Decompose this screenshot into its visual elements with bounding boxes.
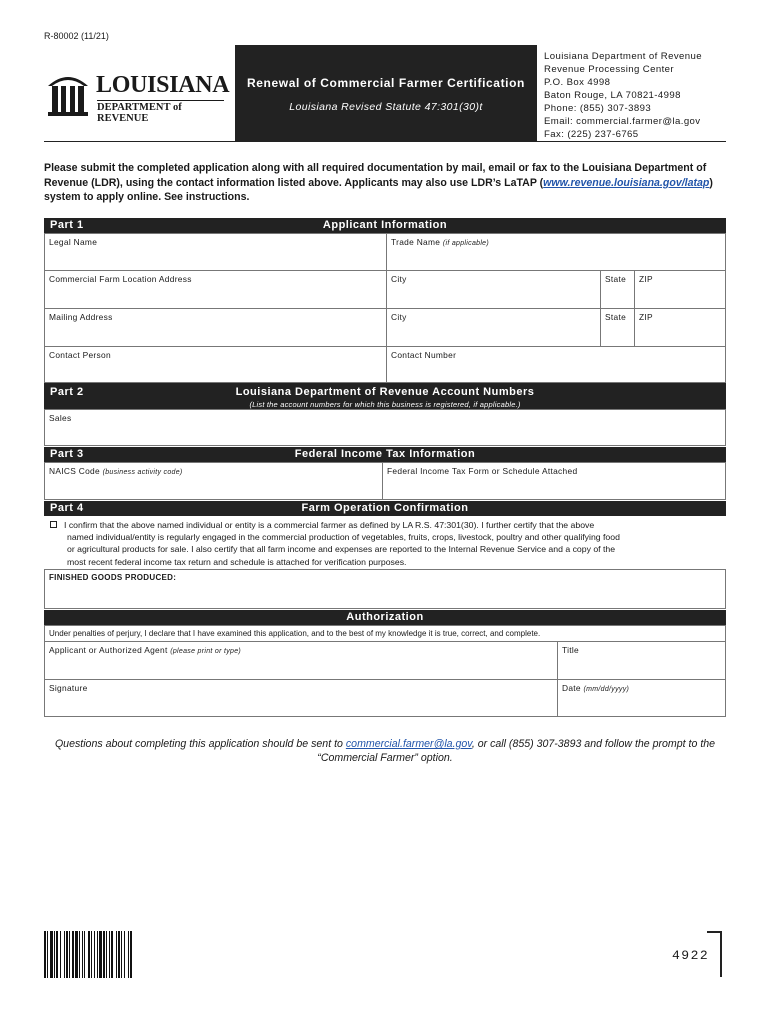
- page-number: 4922: [672, 948, 710, 963]
- zip-label: ZIP: [639, 274, 653, 284]
- farm-confirmation-statement: [50, 519, 720, 568]
- latap-link[interactable]: www.revenue.louisiana.gov/latap: [543, 176, 710, 189]
- finished-goods-field[interactable]: [45, 570, 725, 608]
- contact-line: Baton Rouge, LA 70821-4998: [544, 90, 681, 101]
- part1-label: Part 1: [50, 219, 84, 231]
- sales-account-field[interactable]: [45, 410, 725, 445]
- footnote-text-end: , or call (855) 307-3893 and follow the prompt to the “Commercial Farmer” option.: [317, 738, 716, 764]
- confirm-text-line: named individual/entity is regularly engaged in the commercial production of vegetables, fruits, crops, livestock, poultry and other qualifying food: [67, 532, 620, 543]
- signature-field[interactable]: [45, 680, 557, 716]
- logo-subtitle: DEPARTMENT of REVENUE: [97, 100, 224, 124]
- intro-text: Please submit the completed application along with all required documentation by mail, email or fax to the Louisiana Department of Revenue (LDR), using the contact information listed above. Applicants may also use LDR’s LaTAP (: [44, 162, 707, 189]
- part2-accounts-grid: [44, 409, 726, 446]
- contact-person-field[interactable]: [45, 347, 386, 382]
- logo-title: LOUISIANA: [96, 72, 230, 98]
- zip-label: ZIP: [639, 312, 653, 322]
- mailing-address-field[interactable]: [45, 309, 386, 346]
- city-label: City: [391, 274, 407, 284]
- legal-name-field[interactable]: [45, 234, 386, 270]
- contact-person-label: Contact Person: [49, 350, 111, 360]
- confirm-text-line: I confirm that the above named individual or entity is a commercial farmer as defined by LA R.S. 47:301(30). I further certify that the above: [64, 520, 595, 530]
- naics-hint: (business activity code): [102, 469, 183, 476]
- farm-address-row: [45, 271, 725, 309]
- signature-label: Signature: [49, 683, 88, 693]
- part3-label: Part 3: [50, 448, 84, 460]
- state-label: State: [605, 312, 627, 322]
- contact-line: P.O. Box 4998: [544, 77, 611, 88]
- applicant-label: Applicant or Authorized Agent: [49, 645, 168, 655]
- contact-line: Revenue Processing Center: [544, 64, 674, 75]
- applicant-hint: (please print or type): [170, 648, 242, 655]
- contact-number-field[interactable]: [386, 347, 725, 382]
- applicant-name-field[interactable]: [45, 642, 557, 679]
- finished-goods-row: [45, 570, 725, 608]
- federal-form-field[interactable]: [382, 463, 725, 499]
- part2-header-bar: [44, 383, 726, 409]
- farm-city-field[interactable]: [386, 271, 600, 308]
- footnote-text: Questions about completing this application should be sent to: [54, 738, 346, 750]
- city-label: City: [391, 312, 407, 322]
- part4-label: Part 4: [50, 502, 84, 514]
- part3-header-bar: [44, 447, 726, 462]
- farm-zip-field[interactable]: [634, 271, 725, 308]
- part2-subheading: (List the account numbers for which this business is registered, if applicable.): [249, 400, 521, 409]
- questions-footnote: [44, 737, 726, 765]
- authorization-heading: Authorization: [346, 611, 424, 623]
- legal-name-row: [45, 234, 725, 271]
- part2-heading: Louisiana Department of Revenue Account Numbers: [235, 386, 535, 398]
- date-hint: (mm/dd/yyyy): [583, 686, 630, 693]
- corner-mark: [720, 931, 722, 977]
- part2-label: Part 2: [50, 386, 84, 398]
- intro-instructions: [44, 161, 728, 205]
- confirm-checkbox[interactable]: [50, 521, 57, 528]
- authorization-header-bar: [44, 610, 726, 625]
- trade-name-field[interactable]: [386, 234, 725, 270]
- intro-text-end: ) system to apply online. See instructions.: [44, 176, 713, 204]
- trade-name-hint: (if applicable): [442, 240, 490, 247]
- form-title: Renewal of Commercial Farmer Certification: [247, 76, 525, 90]
- farm-address-label: Commercial Farm Location Address: [49, 274, 192, 284]
- part3-tax-grid: [44, 462, 726, 500]
- agent-row: [45, 642, 725, 680]
- finished-goods-label: FINISHED GOODS PRODUCED:: [49, 573, 177, 582]
- signature-row: [45, 680, 725, 716]
- part3-heading: Federal Income Tax Information: [294, 448, 476, 460]
- form-statute: Louisiana Revised Statute 47:301(30)t: [289, 101, 483, 113]
- header-divider: [44, 141, 726, 142]
- contact-row: [45, 347, 725, 382]
- naics-code-field[interactable]: [45, 463, 382, 499]
- state-label: State: [605, 274, 627, 284]
- sales-row: [45, 410, 725, 445]
- date-label: Date: [562, 683, 581, 693]
- confirm-text-line: or agricultural products for sale. I also certify that all farm income and expenses are reported to the Internal Revenue Service and a copy of the: [67, 544, 616, 555]
- mailing-zip-field[interactable]: [634, 309, 725, 346]
- mailing-state-field[interactable]: [600, 309, 634, 346]
- ldr-contact-block: [544, 50, 702, 141]
- commercial-farmer-email-link[interactable]: commercial.farmer@la.gov: [345, 738, 472, 750]
- mailing-city-field[interactable]: [386, 309, 600, 346]
- barcode: [44, 931, 166, 978]
- farm-address-field[interactable]: [45, 271, 386, 308]
- louisiana-revenue-logo: [44, 70, 230, 124]
- contact-number-label: Contact Number: [391, 350, 457, 360]
- federal-form-label: Federal Income Tax Form or Schedule Attached: [387, 466, 578, 476]
- title-field[interactable]: [557, 642, 725, 679]
- trade-name-label: Trade Name: [391, 237, 441, 247]
- tax-row: [45, 463, 725, 499]
- authorization-grid: [44, 625, 726, 717]
- contact-line: Email: commercial.farmer@la.gov: [544, 116, 701, 127]
- pelican-emblem-icon: [44, 70, 92, 116]
- legal-name-label: Legal Name: [49, 237, 98, 247]
- form-id: R-80002 (11/21): [44, 31, 109, 41]
- confirm-text-line: most recent federal income tax return and schedule is attached for verification purposes.: [67, 556, 407, 567]
- form-title-box: [235, 45, 537, 142]
- sales-label: Sales: [49, 413, 72, 423]
- contact-line: Louisiana Department of Revenue: [544, 51, 702, 62]
- part1-heading: Applicant Information: [322, 219, 448, 231]
- perjury-statement: Under penalties of perjury, I declare that I have examined this application, and to the best of my knowledge it is true, correct, and complete.: [49, 629, 541, 638]
- part1-applicant-grid: [44, 233, 726, 383]
- perjury-row: [45, 626, 725, 642]
- part1-header-bar: [44, 218, 726, 233]
- naics-label: NAICS Code: [49, 466, 100, 476]
- farm-state-field[interactable]: [600, 271, 634, 308]
- mailing-address-label: Mailing Address: [49, 312, 113, 322]
- part4-heading: Farm Operation Confirmation: [301, 502, 469, 514]
- title-label: Title: [562, 645, 580, 655]
- finished-goods-grid: [44, 569, 726, 609]
- mailing-address-row: [45, 309, 725, 347]
- part4-header-bar: [44, 501, 726, 516]
- date-field[interactable]: [557, 680, 725, 716]
- contact-line: Phone: (855) 307-3893: [544, 103, 652, 114]
- corner-mark: [707, 931, 722, 933]
- contact-line: Fax: (225) 237-6765: [544, 129, 639, 140]
